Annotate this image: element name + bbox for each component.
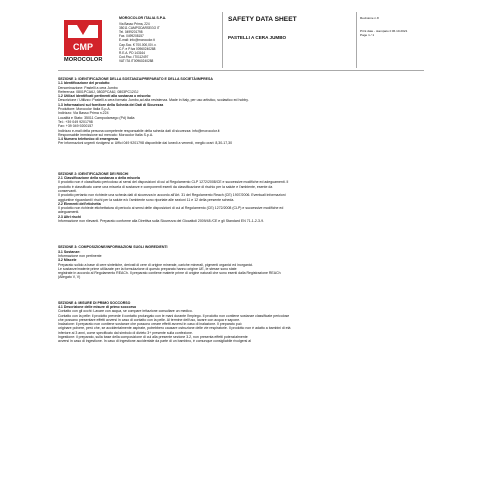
body-text: Responsabile immissione sul mercato: Morocolor Italia S.p.A. xyxy=(58,132,154,137)
body-text: avversi in caso di ingestione. In caso di ingestione accidentale da parte di un bambino, è comunque consigliabile rivolgersi al xyxy=(58,339,252,344)
section-heading: SEZIONE 2: IDENTIFICAZIONE DEI RISCHI xyxy=(58,171,129,176)
body-text: Tel.: +39 049 9201798 xyxy=(58,119,93,124)
body-text: Inalazione: il preparato non contiene sostanze che possono creare effetti avversi in caso di inalazione. Il preparato può xyxy=(58,322,242,327)
subsection-heading: 1.4 Numero telefonico di emergenza xyxy=(58,137,118,142)
company-line: Fax. 0499208157 xyxy=(119,34,144,39)
body-text: che possano presentare effetti avversi in caso di contatto con la pelle. Al termine dell'uso, lavare con acqua e sapone. xyxy=(58,317,241,322)
body-text: Referenza: 0801PCA6J, 0802PCA6J, 0803PC12GJ xyxy=(58,89,139,94)
body-text: Descrizione / Utilizzo: Pastelli a cera formato Jumbo,ad alta resistenza. Made in Italy, per uso artistico, scolastico ed hobby. xyxy=(58,98,249,103)
document-section xyxy=(58,245,424,279)
body-text: inferiore ai 3 anni, come specificato dal simbolo di divieto 3+ presente sulla confezione. xyxy=(58,330,193,335)
logo-wordmark: MOROCOLOR xyxy=(64,57,103,63)
body-text: Contatto con gli occhi: Lavare con acqua, se compare irritazione consultare un medico. xyxy=(58,309,193,314)
subsection-heading: 2.2 Elementi dell'etichetta xyxy=(58,201,101,206)
subsection-heading: 4.1 Descrizione delle misure di primo soccorso xyxy=(58,304,137,309)
svg-text:CMP: CMP xyxy=(73,42,93,52)
company-line: Cap.Soc. € 700.000,00 i.v. xyxy=(119,42,157,47)
body-text: Contatto con la pelle: il prodotto prevede il contatto prolungato con le mani durante l'impiego. Il prodotto non contiene sostanze classificate pericolose xyxy=(58,313,290,318)
document-body xyxy=(58,77,424,344)
revision-number: Revisione n.8 xyxy=(360,16,379,20)
header-divider xyxy=(356,12,357,68)
body-text: Il prodotto pertanto non richiede una scheda dati di sicurezza in accordo all'Art. 31 del Regolamento Reach (CE) 1907/2006. Eventuali informazioni xyxy=(58,193,286,198)
body-text: adeguamenti. xyxy=(58,210,80,215)
body-text: registrate in accordo al Regolamento REACh. Il preparato contiene materie prime di origine naturali che sono esenti dalla Registrazione REACh xyxy=(58,271,281,276)
company-name: MOROCOLOR ITALIA S.P.A. xyxy=(119,16,167,20)
section-spacer xyxy=(58,223,424,245)
company-line: Cod.Fisc. IT0112497 xyxy=(119,54,149,59)
document-section xyxy=(58,172,424,224)
body-text: Informazione non pertinente xyxy=(58,253,102,258)
section-heading: SEZIONE 4: MISURE DI PRIMO SOCCORSO xyxy=(58,300,131,305)
subsection-heading: 3.2 Miscele xyxy=(58,258,77,263)
document-section xyxy=(58,77,424,146)
header-divider xyxy=(222,12,223,68)
company-line: 35011 CAMPODARSEGO IT xyxy=(119,26,160,31)
body-text: Il prodotto non è classificato pericoloso ai sensi del disposizioni di cui al Regolamento CLP 1272/2008/CE e successive modifiche ed adeguamenti. Il xyxy=(58,180,289,185)
body-text: Fax: +39 049 9200157 xyxy=(58,124,94,129)
company-line: Via Basso Prima, 224 xyxy=(119,22,150,27)
section-spacer xyxy=(58,280,424,301)
company-line: E-mail: info@morocolor.it xyxy=(119,38,155,43)
section-heading: SEZIONE 1: IDENTIFICAZIONE DELLA SOSTANZA/PREPARATO E DELLA SOCIETÀ/IMPRESA xyxy=(58,77,213,81)
section-heading: SEZIONE 3: COMPOSIZIONE/INFORMAZIONI SUGLI INGREDIENTI xyxy=(58,245,168,250)
body-text: Località e Stato: 35011 Campodarsego (Pd) Italia xyxy=(58,115,135,120)
body-text: Indirizzo e-mail della persona competente responsabile della scheda dati di sicurezza: info@morocolor.it xyxy=(58,128,220,133)
document-meta xyxy=(360,16,424,37)
print-date: Print date - stampato il 06.10.2021 xyxy=(360,29,408,33)
subsection-heading: 1.2 Utilizzi identificati pertinenti alla sostanza o miscela: xyxy=(58,94,152,99)
section-spacer xyxy=(58,146,424,172)
body-text: aggiuntive riguardanti i rischi per la salute e/o l'ambiente sono riportate alle sezioni 11 e 12 della presente scheda. xyxy=(58,197,235,202)
subsection-heading: 2.3 Altri rischi xyxy=(58,214,82,219)
document-section xyxy=(58,301,424,344)
body-text: originare polvere, però che, se accidentalmente aspirate, potrebbero causare ostruzione delle vie respiratorie. Il prodotto non è adatto a bambini di età xyxy=(58,326,291,331)
document-title-block xyxy=(228,16,352,40)
subsection-heading: 1.3 Informazioni sul fornitore della Scheda dei Dati di Sicurezza xyxy=(58,102,164,107)
subsection-heading: 2.1 Classificazione della sostanza o della miscela xyxy=(58,176,140,181)
body-text: Preparato solido a base di cere sintetiche, derivati di cere di origine minerale, cariche minerali, pigmenti organici ed inorganici. xyxy=(58,262,254,267)
company-line: R.E.A. PD 143164 xyxy=(119,50,146,55)
body-text: Ingestione: il preparato, sulla base della composizione di cui alla presente sezione 3.2, non presenta effetti potenzialmente xyxy=(58,335,248,340)
body-text: (Allegato V, V) xyxy=(58,275,81,280)
body-text: prodotto è classificato come una miscela di sostanze e componenti esenti da classificazione di rischio per la salute e l'ambiente, esente da xyxy=(58,184,273,189)
body-text: Produttore: Morocolor Italia S.p.A. xyxy=(58,107,111,112)
body-text: Informazione non rilevanti. Preparato conforme alla Direttiva sulla Sicurezza dei Giocattoli 2009/48 /CE e gli Standard EN 71-1-2-3-9. xyxy=(58,219,265,224)
document-title: SAFETY DATA SHEET xyxy=(228,16,297,23)
body-text: Denominazione: Pastelli a cera Jumbo xyxy=(58,85,118,90)
morocolor-logo xyxy=(64,20,102,66)
body-text: Il prodotto non richiede etichettatura di pericolo ai sensi delle disposizioni di cui al Regolamento (CE) 1272/2008 (CLP) e successive modifiche ed xyxy=(58,206,284,211)
cmp-logo-icon xyxy=(64,20,102,56)
subsection-heading: 3.1 Sostanze: xyxy=(58,249,81,254)
company-line: VAT ITA IT00960240288 xyxy=(119,58,154,63)
body-text: Indirizzo: Via Basso Prima n.224 xyxy=(58,111,109,116)
body-text: Le sostanze/materie prime utilizzate per la formulazione di questo preparato hanno origine UE, le stesse sono state xyxy=(58,266,237,271)
company-address xyxy=(119,16,214,63)
company-line: Tel. 0499201798 xyxy=(119,30,143,35)
page-number: Page 1 / 1 xyxy=(360,33,375,37)
company-line: C.F. e P.Iva 00960240288 xyxy=(119,46,156,51)
header-bottom-rule xyxy=(58,70,424,71)
body-text: Per informazioni urgenti rivolgersi a: Uffici 049 9201798 disponibile dai lunedì a venerdì, meglio orari: 8,30-17,30 xyxy=(58,141,233,146)
product-name: PASTELLI A CERA JUMBO xyxy=(228,35,287,40)
subsection-heading: 1.1 Identificazione del prodotto xyxy=(58,81,110,86)
body-text: conservanti. xyxy=(58,188,77,193)
